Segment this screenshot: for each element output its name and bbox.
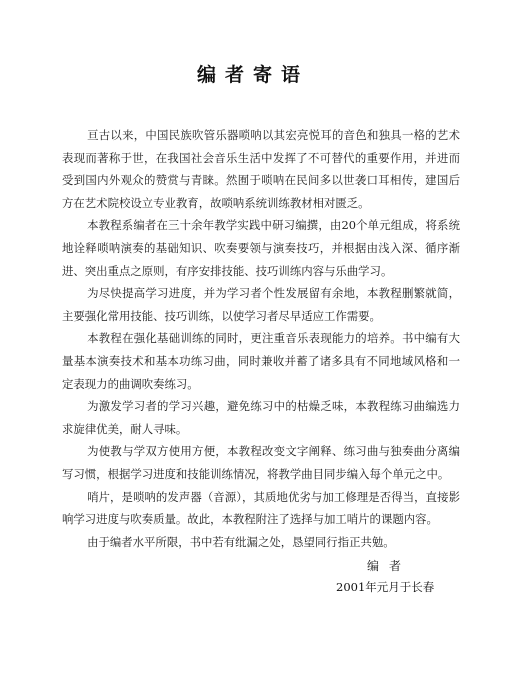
preface-body (62, 124, 460, 553)
paragraph-7: 哨片，是唢呐的发声器（音源），其质地优劣与加工修理是否得当，直接影响学习进度与吹奏质量。故此，本教程附注了选择与加工哨片的课题内容。 (62, 489, 460, 527)
paragraph-4: 本教程在强化基础训练的同时，更注重音乐表现能力的培养。书中编有大量基本演奏技术和基本功练习曲，同时兼收并蓄了诸多具有不同地域风格和一定表现力的曲调吹奏练习。 (62, 331, 460, 391)
signature-date: 2001年元月于长春 (336, 580, 435, 594)
paragraph-2: 本教程系编者在三十余年教学实践中研习编撰，由20个单元组成，将系统地诠释唢呐演奏的基础知识、吹奏要领与演奏技巧，并根据由浅入深、循序渐进、突出重点之原则，有序安排技能、技巧训练内容与乐曲学习。 (62, 218, 460, 278)
page-title: 编者寄语 (196, 64, 309, 86)
paragraph-5: 为激发学习者的学习兴趣，避免练习中的枯燥乏味，本教程练习曲编选力求旋律优美，耐人寻味。 (62, 399, 460, 436)
signature-author: 编者 (367, 559, 412, 573)
paragraph-6: 为使教与学双方使用方便，本教程改变文字阐释、练习曲与独奏曲分离编写习惯，根据学习进度和技能训练情况，将教学曲目同步编入每个单元之中。 (62, 444, 460, 481)
paragraph-3: 为尽快提高学习进度，并为学习者个性发展留有余地，本教程删繁就简，主要强化常用技能、技巧训练，以使学习者尽早适应工作需要。 (62, 286, 460, 323)
paragraph-1: 亘古以来，中国民族吹管乐器唢呐以其宏亮悦耳的音色和独具一格的艺术表现而著称于世，在我国社会音乐生活中发挥了不可替代的重要作用，并进而受到国内外观众的赞赏与青睐。然囿于唢呐在民间多以世袭口耳相传，建国后方在艺术院校设立专业教育，故唢呐系统训练教材相对匮乏。 (62, 128, 460, 210)
paragraph-8: 由于编者水平所限，书中若有纰漏之处，恳望同行指正共勉。 (87, 534, 395, 549)
